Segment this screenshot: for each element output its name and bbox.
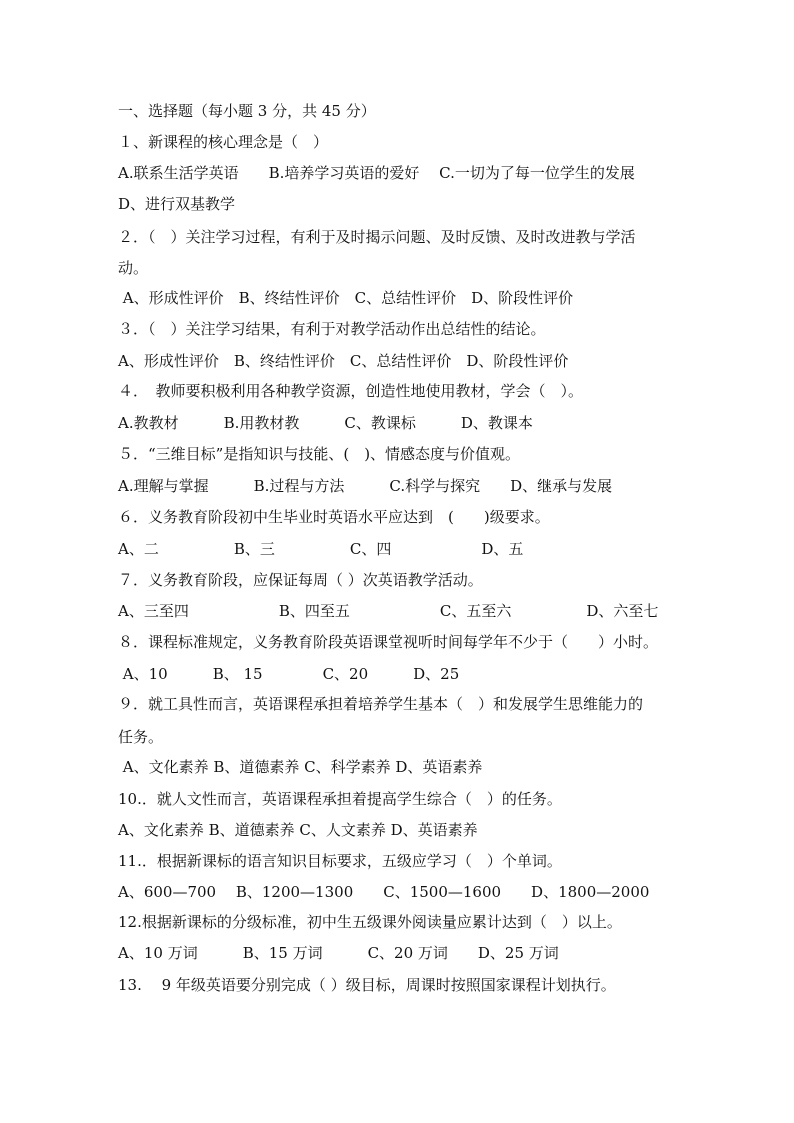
- question-3-options: A、形成性评价 B、终结性评价 C、总结性评价 D、阶段性评价: [118, 352, 569, 370]
- question-12-options: A、10 万词 B、15 万词 C、20 万词 D、25 万词: [118, 944, 559, 962]
- question-12: 12.根据新课标的分级标准，初中生五级课外阅读量应累计达到（ ）以上。: [118, 913, 622, 931]
- question-11: 11.．根据新课标的语言知识目标要求，五级应学习（ ）个单词。: [118, 852, 562, 870]
- question-3: ３．（ ）关注学习结果，有利于对教学活动作出总结性的结论。: [118, 320, 546, 338]
- question-1: １、新课程的核心理念是（ ）: [118, 133, 329, 151]
- question-13: 13. 9 年级英语要分别完成（ ）级目标，周课时按照国家课程计划执行。: [118, 976, 616, 994]
- question-6: ６．义务教育阶段初中生毕业时英语水平应达到 ( )级要求。: [118, 508, 550, 526]
- question-8-options: A、10 B、 15 C、20 D、25: [118, 665, 460, 683]
- question-9-continued: 任务。: [118, 728, 164, 746]
- question-2-continued: 动。: [118, 259, 149, 277]
- question-1-options: A.联系生活学英语 B.培养学习英语的爱好 C.一切为了每一位学生的发展: [118, 164, 635, 182]
- question-1-option-d: D、进行双基教学: [118, 195, 236, 213]
- question-6-options: A、二 B、三 C、四 D、五: [118, 540, 524, 558]
- question-2: ２．（ ）关注学习过程，有利于及时揭示问题、及时反馈、及时改进教与学活: [118, 228, 636, 246]
- section-heading: 一、选择题（每小题 3 分，共 45 分）: [118, 102, 376, 120]
- question-7: ７．义务教育阶段，应保证每周（ ）次英语教学活动。: [118, 571, 483, 589]
- question-9-options: A、文化素养 B、道德素养 C、科学素养 D、英语素养: [118, 758, 483, 776]
- question-4: ４． 教师要积极利用各种教学资源，创造性地使用教材，学会（ ）。: [118, 382, 584, 400]
- question-4-options: A.教教材 B.用教材教 C、教课标 D、教课本: [118, 414, 533, 432]
- question-11-options: A、600—700 B、1200—1300 C、1500—1600 D、1800—2000: [118, 883, 650, 901]
- question-2-options: A、形成性评价 B、终结性评价 C、总结性评价 D、阶段性评价: [118, 289, 574, 307]
- question-5: ５．“三维目标”是指知识与技能、( )、情感态度与价值观。: [118, 445, 521, 463]
- question-5-options: A.理解与掌握 B.过程与方法 C.科学与探究 D、继承与发展: [118, 477, 613, 495]
- question-8: ８．课程标准规定，义务教育阶段英语课堂视听时间每学年不少于（ ）小时。: [118, 633, 659, 651]
- question-9: ９．就工具性而言，英语课程承担着培养学生基本（ ）和发展学生思维能力的: [118, 695, 644, 713]
- question-10: 10.．就人文性而言，英语课程承担着提高学生综合（ ）的任务。: [118, 790, 562, 808]
- question-10-options: A、文化素养 B、道德素养 C、人文素养 D、英语素养: [118, 821, 478, 839]
- question-7-options: A、三至四 B、四至五 C、五至六 D、六至七: [118, 602, 659, 620]
